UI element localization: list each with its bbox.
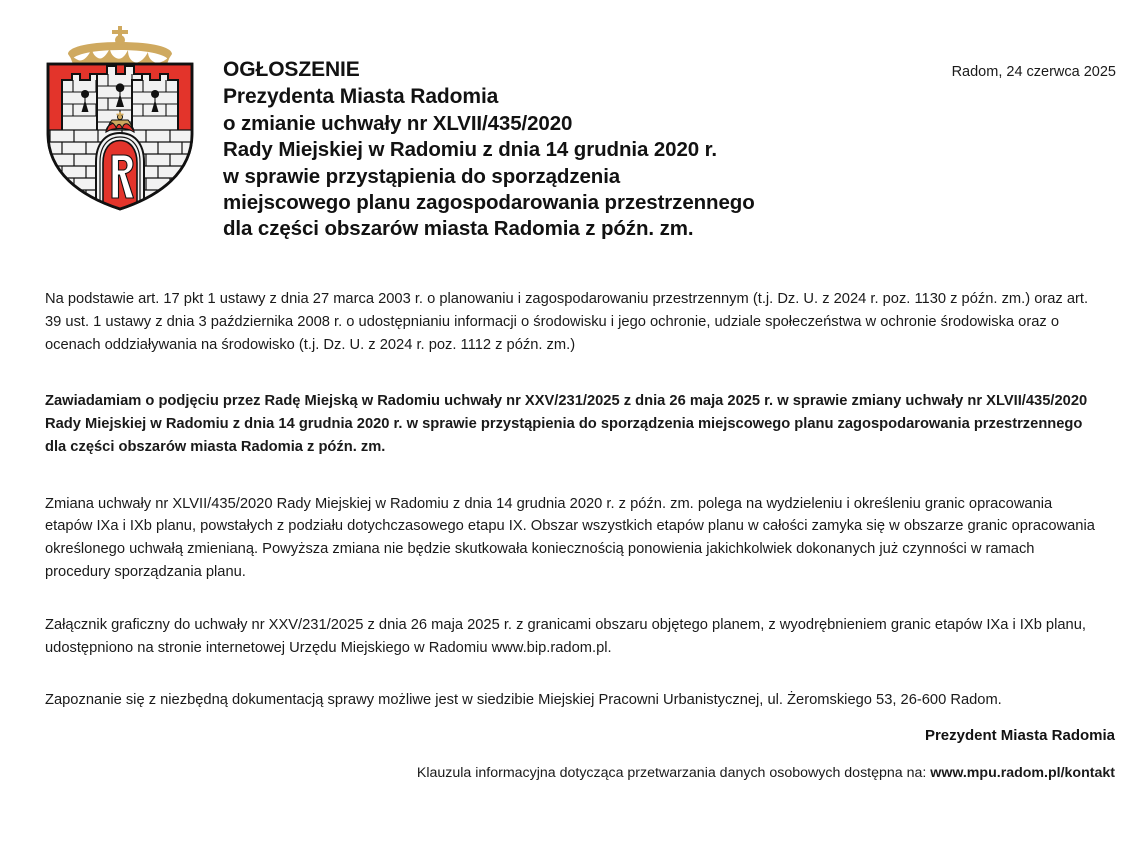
document-header xyxy=(0,0,1140,262)
title-line-announcement: OGŁOSZENIE xyxy=(223,58,360,81)
document-date: Radom, 24 czerwca 2025 xyxy=(951,64,1116,80)
paragraph-legal-basis: Na podstawie art. 17 pkt 1 ustawy z dnia 27 marca 2003 r. o planowaniu i zagospodarowaniu przestrzennym (t.j. Dz. U. z 2024 r. poz. 1130 z późn. zm.) oraz art. 39 ust. 1 ustawy z dnia 3 października 2008 r. o udostępnianiu informacji o środowisku i jego ochronie, udziale społeczeństwa w ochronie środowiska oraz o ocenach oddziaływania na środowisko (t.j. Dz. U. z 2024 r. poz. 1112 z późn. zm.) xyxy=(45,291,1089,353)
title-line-subject-1: w sprawie przystąpienia do sporządzenia xyxy=(223,164,621,188)
spacer xyxy=(45,356,1103,390)
tower-right xyxy=(132,74,178,132)
title-line-resolution-number: o zmianie uchwały nr XLVII/435/2020 xyxy=(223,111,573,135)
shield-contents xyxy=(40,66,200,212)
spacer xyxy=(45,659,1103,689)
title-line-authority: Prezydenta Miasta Radomia xyxy=(223,84,499,108)
signature-line: Prezydent Miasta Radomia xyxy=(924,727,1115,744)
privacy-clause-text: Klauzula informacyjna dotycząca przetwarzania danych osobowych dostępna na: xyxy=(416,765,931,781)
radom-coat-of-arms-icon xyxy=(40,12,200,212)
privacy-clause xyxy=(417,765,1115,781)
paragraph-attachment: Załącznik graficzny do uchwały nr XXV/231/2025 z dnia 26 maja 2025 r. z granicami obszaru objętego planem, z wyodrębnieniem granic etapów IXa i IXb planu, udostępniono na stronie internetowej Urzędu Miejskiego w Radomiu www.bip.radom.pl. xyxy=(45,616,1086,656)
page-title xyxy=(223,57,755,243)
title-line-subject-3: dla części obszarów miasta Radomia z późn. zm. xyxy=(223,217,694,241)
paragraph-notice: Zawiadamiam o podjęciu przez Radę Miejską w Radomiu uchwały nr XXV/231/2025 z dnia 26 maja 2025 r. w sprawie zmiany uchwały nr XLVII/435/2020 Rady Miejskiej w Radomiu z dnia 14 grudnia 2020 r. w sprawie przystąpienia do sporządzenia miejscowego planu zagospodarowania przestrzennego dla części obszarów miasta Radomia z późn. zm. xyxy=(45,393,1088,455)
privacy-clause-url[interactable]: www.mpu.radom.pl/kontakt xyxy=(930,765,1115,781)
document-body xyxy=(45,288,1103,712)
gate-with-r xyxy=(96,133,144,212)
spacer xyxy=(45,584,1103,614)
title-line-subject-2: miejscowego planu zagospodarowania przestrzennego xyxy=(223,190,755,214)
paragraph-change-description: Zmiana uchwały nr XLVII/435/2020 Rady Miejskiej w Radomiu z dnia 14 grudnia 2020 r. z późn. zm. polega na wydzieleniu i określeniu granic opracowania etapów IXa i IXb planu, powstałych z podziału dotychczasowego etapu IX. Obszar wszystkich etapów planu w całości zamyka się w obszarze granic opracowania określonego uchwałą zmienianą. Powyższa zmiana nie będzie skutkowała koniecznością ponowienia jakichkolwiek dokonanych już czynności w ramach procedury sporządzania planu. xyxy=(45,495,1095,581)
paragraph-documentation: Zapoznanie się z niezbędną dokumentacją sprawy możliwe jest w siedzibie Miejskiej Pracowni Urbanistycznej, ul. Żeromskiego 53, 26-600 Radom. xyxy=(45,692,1002,709)
title-line-council-date: Rady Miejskiej w Radomiu z dnia 14 grudnia 2020 r. xyxy=(223,138,717,162)
spacer xyxy=(45,459,1103,493)
